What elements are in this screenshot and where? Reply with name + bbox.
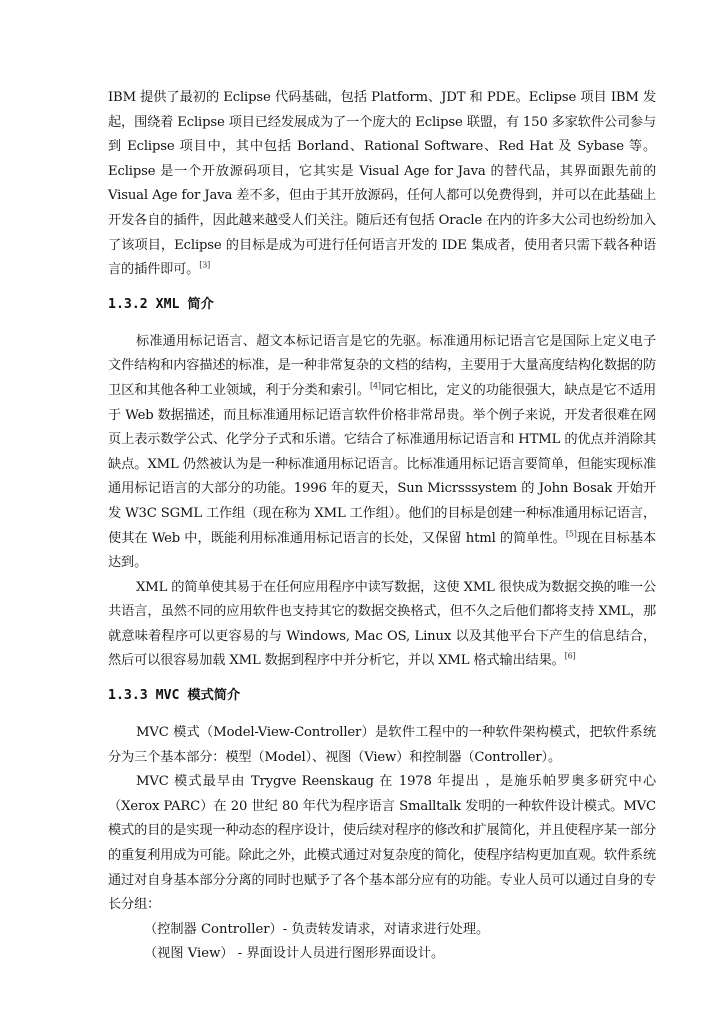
citation-5: [5] — [565, 529, 577, 539]
citation-6: [6] — [564, 652, 576, 662]
mvc-paragraph-1: MVC 模式（Model-View-Controller）是软件工程中的一种软件架构模式，把软件系统分为三个基本部分：模型（Model）、视图（View）和控制器（Controller）。 — [108, 725, 656, 765]
xml-paragraph-2-text: XML 的简单使其易于在任何应用程序中读写数据，这使 XML 很快成为数据交换的唯一公共语言，虽然不同的应用软件也支持其它的数据交换格式，但不久之后他们都将支持 XML，那就意味着程序可以更容易的与 Windows, Mac OS, Linux 以及其他平台下产生的信息结合，然后可以很容易加载 XML 数据到程序中并分析它，并以 XML 格式输出结果。 — [108, 579, 656, 669]
section-heading-xml: 1.3.2 XML 简介 — [108, 296, 214, 312]
xml-paragraph-1-part-a: 标准通用标记语言、超文本标记语言是它的先驱。标准通用标记语言它是国际上定义电子文件结构和内容描述的标准，是一种非常复杂的文档的结构，主要用于大量高度结构化数据的防卫区和其他各种工业领域，利于分类和索引。 — [108, 333, 656, 398]
eclipse-paragraph-text: IBM 提供了最初的 Eclipse 代码基础，包括 Platform、JDT 和 PDE。Eclipse 项目 IBM 发起，围绕着 Eclipse 项目已经发展成为了一个庞大的 Eclipse 联盟，有 150 多家软件公司参与到 Eclipse 项目中，其中包括 Borland、Rational Software、Red Hat 及 Sybase 等。Eclipse 是一个开放源码项目，它其实是 Visual Age for Java 的替代品，其界面跟先前的 Visual Age for Java 差不多，但由于其开放源码，任何人都可以免费得到，并可以在此基础上开发各自的插件，因此越来越受人们关注。随后还有包括 Oracle 在内的许多大公司也纷纷加入了该项目，Eclipse 的目标是成为可进行任何语言开发的 IDE 集成者，使用者只需下载各种语言的插件即可。 — [108, 90, 656, 278]
xml-paragraph-2 — [108, 576, 656, 674]
mvc-paragraph-2: MVC 模式最早由 Trygve Reenskaug 在 1978 年提出 ，是施乐帕罗奥多研究中心（Xerox PARC）在 20 世纪 80 年代为程序语言 Smalltalk 发明的一种软件设计模式。MVC 模式的目的是实现一种动态的程序设计，使后续对程序的修改和扩展简化，并且使程序某一部分的重复利用成为可能。除此之外，此模式通过对复杂度的简化，使程序结构更加直观。软件系统通过对自身基本部分分离的同时也赋予了各个基本部分应有的功能。专业人员可以通过自身的专长分组： — [108, 774, 656, 913]
eclipse-paragraph — [108, 86, 656, 283]
xml-paragraph-1 — [108, 330, 656, 576]
section-heading-mvc: 1.3.3 MVC 模式简介 — [108, 688, 241, 704]
citation-4: [4] — [370, 381, 381, 391]
document-page — [108, 86, 656, 967]
citation-3: [3] — [199, 260, 211, 270]
list-item-controller: （控制器 Controller）- 负责转发请求，对请求进行处理。 — [144, 921, 490, 937]
xml-paragraph-1-part-b: 同它相比，定义的功能很强大，缺点是它不适用于 Web 数据描述，而且标准通用标记语言软件价格非常昂贵。举个例子来说，开发者很难在网页上表示数学公式、化学分子式和乐谱。它结合了标准通用标记语言和 HTML 的优点并消除其缺点。XML 仍然被认为是一种标准通用标记语言。比标准通用标记语言要简单，但能实现标准通用标记语言的大部分的功能。1996 年的夏天，Sun Micrsssystem 的 John Bosak 开始开发 W3C SGML 工作组（现在称为 XML 工作组）。他们的目标是创建一种标准通用标记语言，使其在 Web 中，既能利用标准通用标记语言的长处，又保留 html 的简单性。 — [108, 382, 656, 546]
list-item-view: （视图 View） - 界面设计人员进行图形界面设计。 — [144, 946, 445, 962]
xml-paragraph-1-part-c: 现在目标基本达到。 — [108, 530, 656, 571]
